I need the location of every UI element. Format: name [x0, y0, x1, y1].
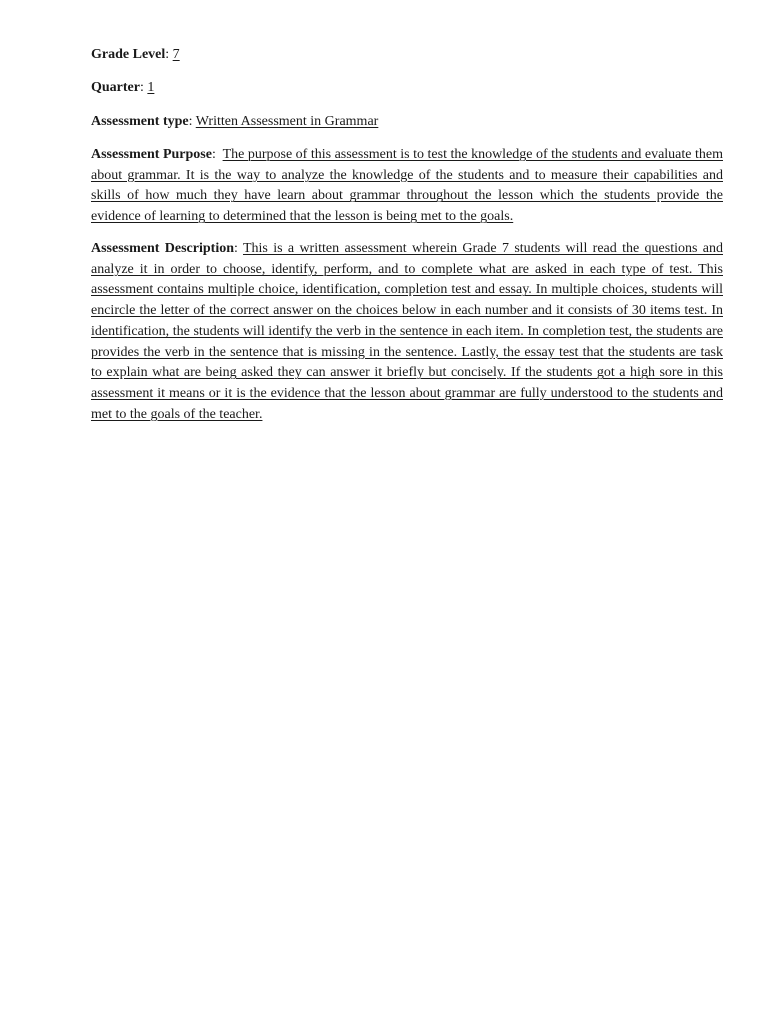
assessment-description-paragraph: [91, 239, 723, 425]
assessment-type-value: Written Assessment in Grammar: [195, 114, 379, 129]
assessment-purpose-paragraph: [91, 145, 723, 228]
quarter-separator: :: [139, 80, 148, 95]
assessment-purpose-label: Assessment Purpose: [91, 147, 212, 162]
grade-level-line: [91, 45, 723, 66]
assessment-type-separator: :: [188, 114, 196, 129]
assessment-type-label: Assessment type: [91, 114, 189, 129]
quarter-label: Quarter: [91, 80, 140, 95]
assessment-purpose-text: The purpose of this assessment is to test the knowledge of the students and evaluate them about grammar. It is the way to analyze the knowledge of the students and to measure their capabilities and skills of how much they have learn about grammar throughout the lesson which the students provide the evidence of learning to determined that the lesson is being met to the goals.: [91, 147, 723, 225]
assessment-description-text: This is a written assessment wherein Grade 7 students will read the questions and analyze it in order to choose, identify, perform, and to complete what are asked in each type of test. This assessment contains multiple choice, identification, completion test and essay. In multiple choices, students will encircle the letter of the correct answer on the choices below in each number and it consists of 30 items test. In identification, the students will identify the verb in the sentence in each item. In completion test, the students are provides the verb in the sentence that is missing in the sentence. Lastly, the essay test that the students are task to explain what are being asked they can answer it briefly but concisely. If the students got a high sore in this assessment it means or it is the evidence that the lesson about grammar are fully understood to the students and met to the goals of the teacher.: [91, 241, 723, 422]
assessment-description-block: [91, 239, 723, 425]
grade-level-value: 7: [172, 47, 180, 62]
quarter-line: [91, 78, 723, 99]
grade-level-separator: :: [165, 47, 173, 62]
assessment-description-separator: :: [234, 241, 243, 256]
quarter-value: 1: [147, 80, 155, 95]
assessment-description-label: Assessment Description: [91, 241, 234, 256]
assessment-type-line: [91, 112, 723, 133]
assessment-purpose-separator: :: [211, 147, 223, 162]
grade-level-label: Grade Level: [91, 47, 166, 62]
assessment-purpose-block: [91, 145, 723, 228]
